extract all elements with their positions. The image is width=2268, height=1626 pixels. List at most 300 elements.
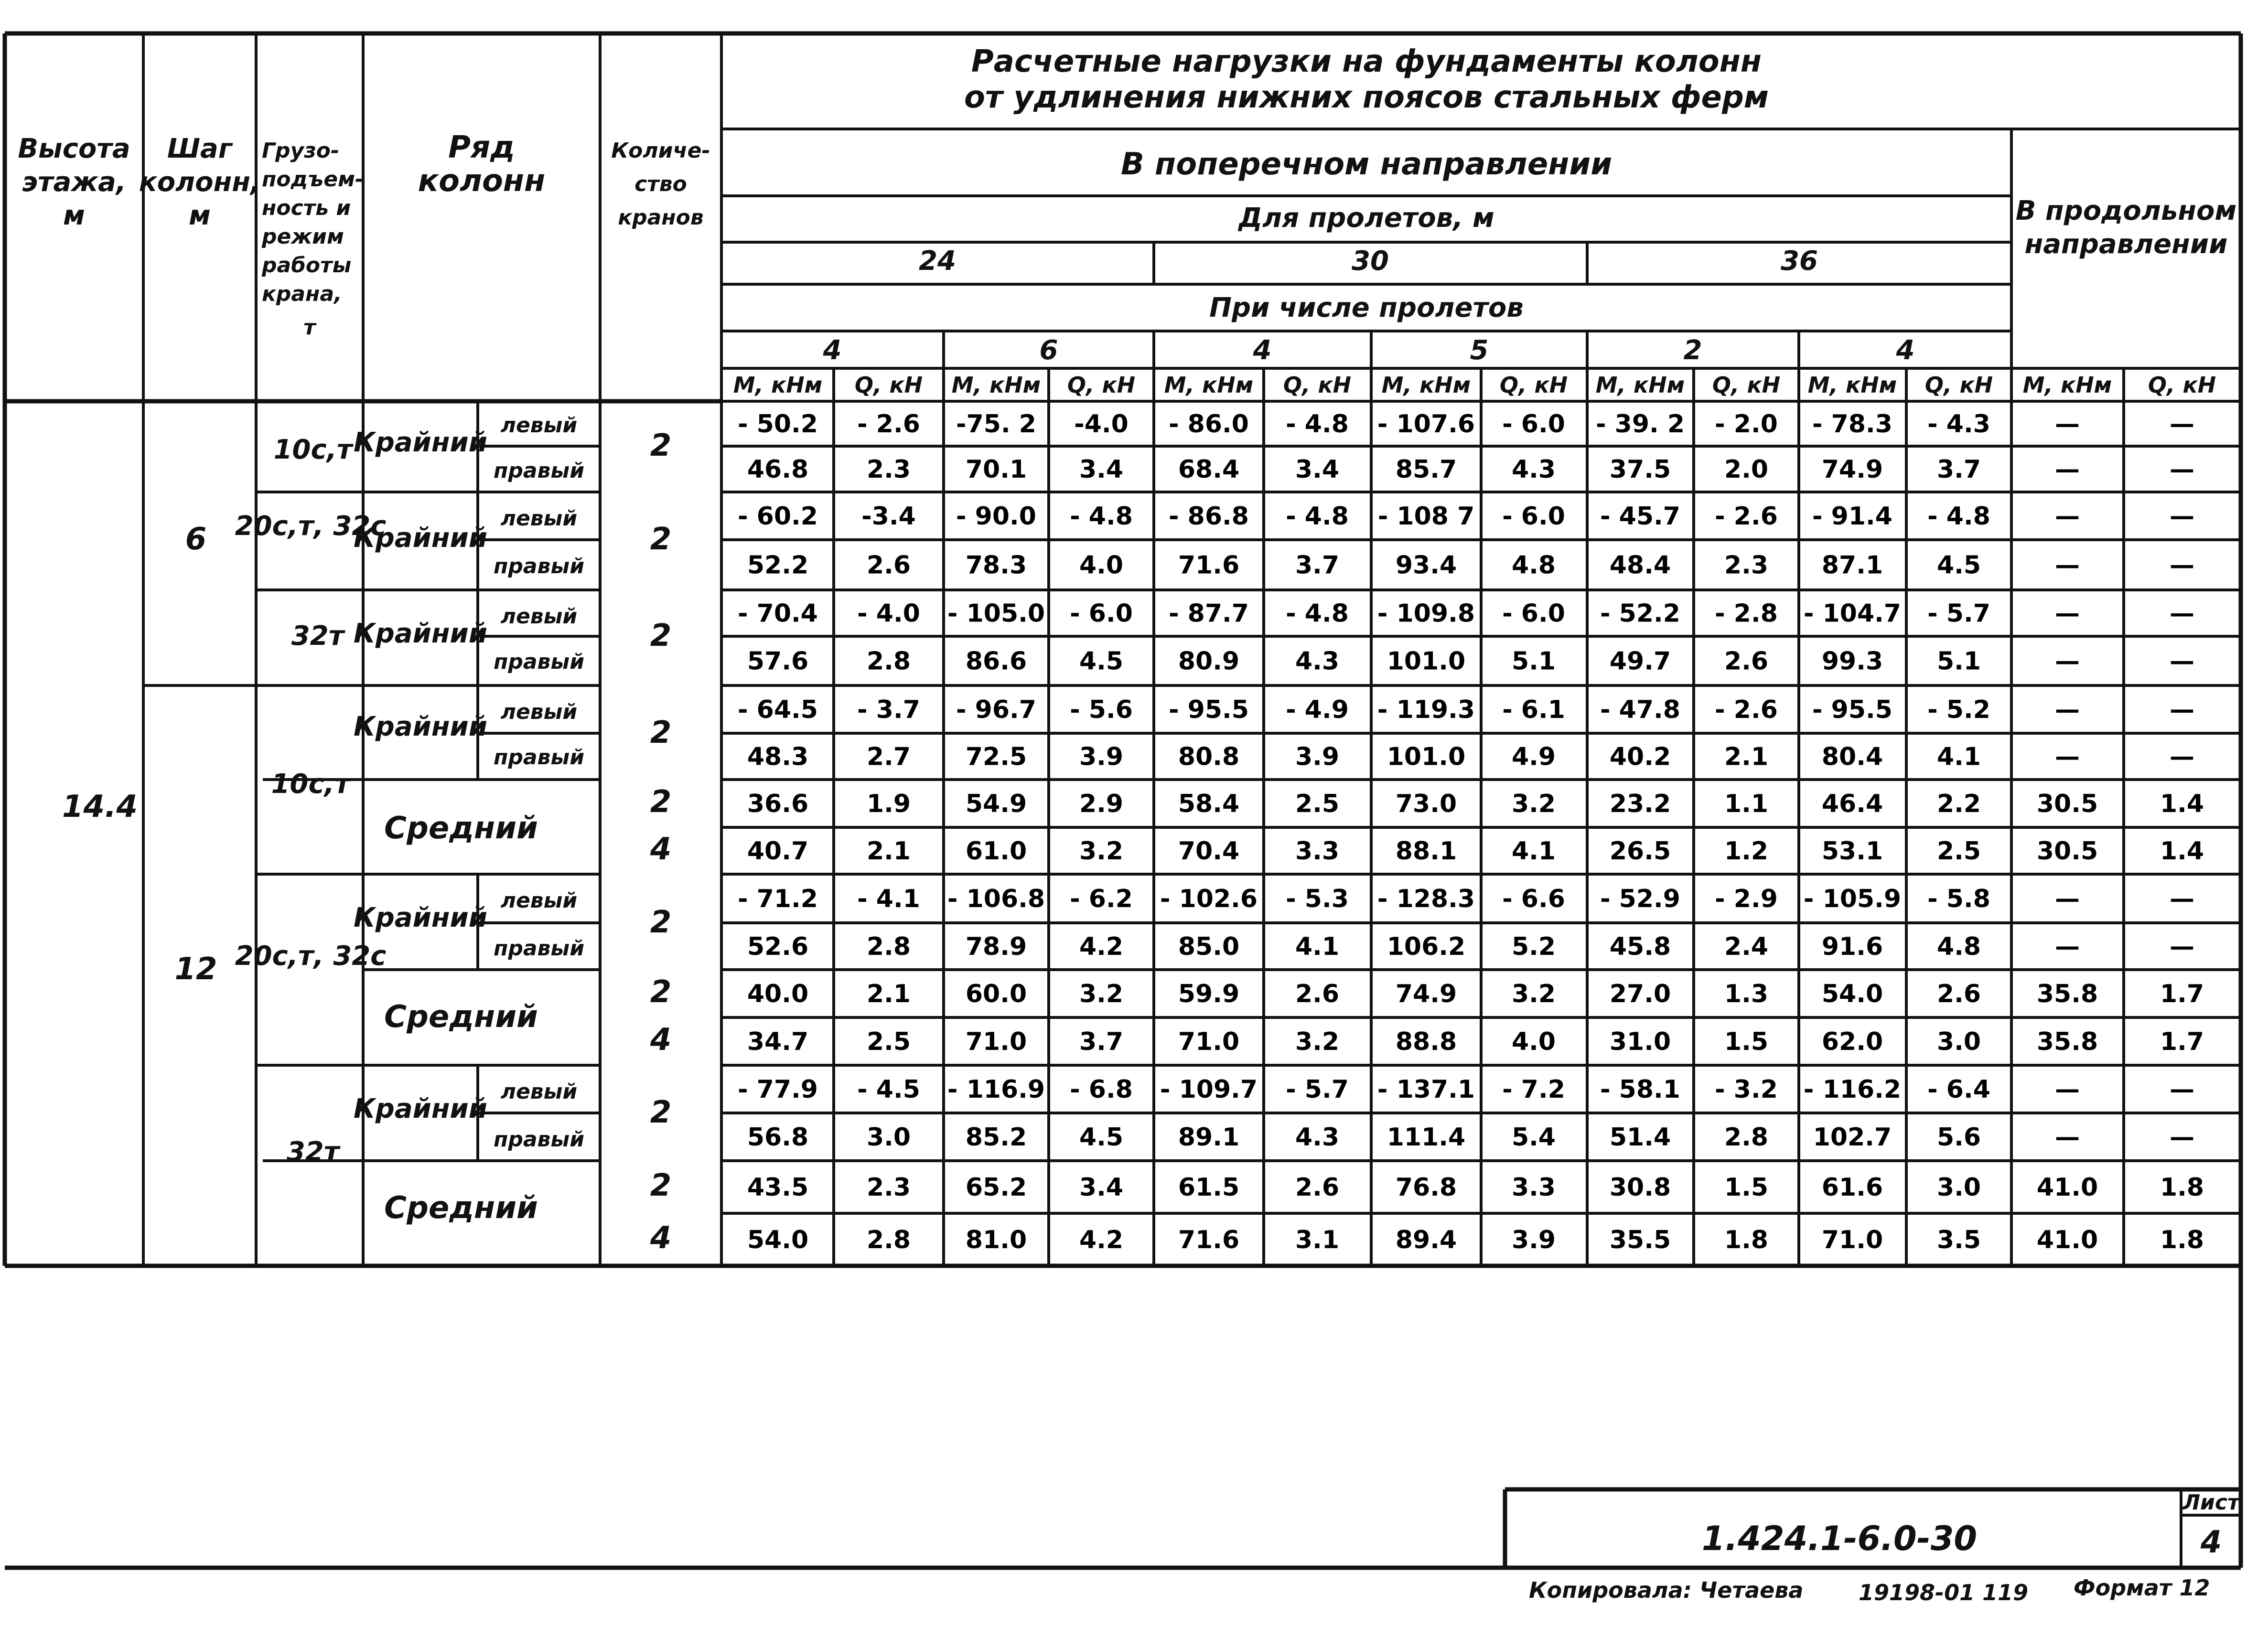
data-cell: - 2.8 <box>1715 599 1778 628</box>
header-column-step-line2: колонн, <box>139 167 261 198</box>
data-cell: 85.0 <box>1178 932 1240 961</box>
data-cell: - 95.5 <box>1169 695 1249 724</box>
data-cell: - 4.8 <box>1286 599 1349 628</box>
data-cell: - 5.3 <box>1286 885 1349 913</box>
crane-count-cell: 2 <box>650 715 672 750</box>
data-cell: 4.0 <box>1079 551 1124 580</box>
capacity-12-10ct: 10с,т <box>271 769 350 800</box>
header-crane-capacity-line1: Грузо- <box>262 139 340 163</box>
document-code: 1.424.1-6.0-30 <box>1701 1519 1978 1558</box>
data-cell: - 6.8 <box>1070 1075 1133 1104</box>
header-longitudinal-line2: направлении <box>2024 229 2228 260</box>
data-cell: - 58.1 <box>1600 1075 1680 1104</box>
span-count-cell: 6 <box>1039 335 1058 366</box>
data-cell: 40.2 <box>1609 742 1671 771</box>
data-cell: 70.4 <box>1178 837 1240 866</box>
header-crane-count-line3: кранов <box>618 205 704 230</box>
table-title-line2: от удлинения нижних поясов стальных ферм <box>964 80 1769 115</box>
unit-header-cell: М, кНм <box>1164 372 1254 398</box>
header-crane-count-line1: Количе- <box>611 139 710 163</box>
data-cell: 2.3 <box>866 455 911 484</box>
data-cell: - 78.3 <box>1812 410 1892 439</box>
data-cell: - 119.3 <box>1377 695 1475 724</box>
header-floor-height-line3: м <box>63 200 85 231</box>
data-cell: 35.8 <box>2036 980 2098 1008</box>
data-cell: - 95.5 <box>1812 695 1892 724</box>
header-floor-height <box>18 133 130 231</box>
data-cell: 4.5 <box>1079 647 1124 676</box>
data-cell: - 71.2 <box>738 885 818 913</box>
header-column-row-line1: Ряд <box>448 130 515 165</box>
data-cell: — <box>2055 742 2080 771</box>
capacity-12-32t: 32т <box>286 1136 340 1167</box>
data-cell: 3.4 <box>1295 455 1340 484</box>
data-cell: 78.3 <box>965 551 1027 580</box>
crane-count-cell: 4 <box>650 832 672 867</box>
side-left-label: левый <box>500 1080 578 1104</box>
sheet-label: Лист <box>2182 1490 2240 1515</box>
data-cell: - 104.7 <box>1803 599 1902 628</box>
data-cell: 61.5 <box>1178 1173 1240 1202</box>
data-cell: - 47.8 <box>1600 695 1680 724</box>
data-cell: 2.1 <box>866 980 911 1008</box>
row-edge-label: Крайний <box>353 711 488 742</box>
data-cell: 49.7 <box>1609 647 1671 676</box>
data-cell: - 5.8 <box>1927 885 1990 913</box>
data-cell: 5.6 <box>1936 1123 1981 1152</box>
data-cell: 41.0 <box>2036 1226 2098 1254</box>
data-cell: - 106.8 <box>947 885 1045 913</box>
data-cell: 3.0 <box>1936 1173 1981 1202</box>
data-cell: 1.9 <box>866 790 911 818</box>
data-cell: — <box>2170 455 2194 484</box>
crane-count-cell: 2 <box>650 618 672 653</box>
data-cell: - 4.9 <box>1286 695 1349 724</box>
header-crane-capacity-line5: работы <box>262 253 352 278</box>
data-cell: 1.8 <box>1724 1226 1769 1254</box>
data-cell: — <box>2055 647 2080 676</box>
data-cell: — <box>2055 1075 2080 1104</box>
header-crane-count <box>611 139 710 230</box>
sheet-number: 4 <box>2200 1525 2222 1560</box>
data-cell: 3.7 <box>1936 455 1981 484</box>
data-cell: 1.3 <box>1724 980 1769 1008</box>
data-cell: - 2.6 <box>1715 502 1778 531</box>
data-cell: — <box>2170 1075 2194 1104</box>
header-crane-capacity-line3: ность и <box>262 196 351 220</box>
data-cell: - 64.5 <box>738 695 818 724</box>
unit-header-cell: М, кНм <box>1381 372 1471 398</box>
unit-header-cell: Q, кН <box>854 372 923 398</box>
data-cell: - 3.7 <box>857 695 920 724</box>
data-cell: 48.3 <box>747 742 809 771</box>
data-cell: 3.9 <box>1511 1226 1556 1254</box>
data-cell: 1.5 <box>1724 1173 1769 1202</box>
data-cell: 1.5 <box>1724 1027 1769 1056</box>
row-edge-label: Крайний <box>353 427 488 458</box>
data-cell: - 6.6 <box>1502 885 1565 913</box>
data-cell: — <box>2055 1123 2080 1152</box>
data-cell: 52.2 <box>747 551 809 580</box>
data-cell: — <box>2170 551 2194 580</box>
data-cell: — <box>2055 932 2080 961</box>
data-cell: 26.5 <box>1609 837 1671 866</box>
data-cell: - 4.8 <box>1286 410 1349 439</box>
header-span-36: 36 <box>1781 246 1818 277</box>
data-cell: -3.4 <box>861 502 916 531</box>
data-cell: 88.1 <box>1395 837 1457 866</box>
data-cell: - 6.4 <box>1927 1075 1990 1104</box>
row-middle-label: Средний <box>384 811 538 846</box>
data-cell: — <box>2170 695 2194 724</box>
data-cells <box>738 410 2204 1254</box>
data-cell: 41.0 <box>2036 1173 2098 1202</box>
data-cell: 23.2 <box>1609 790 1671 818</box>
data-cell: 71.0 <box>1821 1226 1883 1254</box>
data-cell: 71.0 <box>965 1027 1027 1056</box>
data-cell: 1.7 <box>2160 980 2204 1008</box>
unit-header-cell: Q, кН <box>1067 372 1136 398</box>
data-cell: 3.5 <box>1936 1226 1981 1254</box>
data-cell: 89.4 <box>1395 1226 1457 1254</box>
data-cell: - 86.0 <box>1169 410 1249 439</box>
data-cell: — <box>2055 551 2080 580</box>
data-cell: - 4.5 <box>857 1075 920 1104</box>
data-cell: 2.5 <box>1295 790 1340 818</box>
data-cell: - 6.0 <box>1070 599 1133 628</box>
data-cell: 3.9 <box>1079 742 1124 771</box>
data-cell: 111.4 <box>1387 1123 1466 1152</box>
data-cell: 34.7 <box>747 1027 809 1056</box>
data-cell: 2.4 <box>1724 932 1769 961</box>
header-column-row-line2: колонн <box>418 163 546 199</box>
data-cell: 54.9 <box>965 790 1027 818</box>
data-cell: 2.1 <box>866 837 911 866</box>
data-cell: 56.8 <box>747 1123 809 1152</box>
data-cell: — <box>2170 932 2194 961</box>
data-cell: 62.0 <box>1821 1027 1883 1056</box>
data-cell: — <box>2055 599 2080 628</box>
data-cell: - 60.2 <box>738 502 818 531</box>
span-count-row <box>823 335 1915 366</box>
header-crane-capacity-line7: т <box>303 315 316 340</box>
data-cell: 4.8 <box>1511 551 1556 580</box>
data-cell: - 50.2 <box>738 410 818 439</box>
data-cell: -4.0 <box>1074 410 1129 439</box>
data-cell: 3.9 <box>1295 742 1340 771</box>
header-column-step-line1: Шаг <box>167 133 233 164</box>
data-cell: - 5.2 <box>1927 695 1990 724</box>
data-cell: 5.2 <box>1511 932 1556 961</box>
data-cell: - 5.6 <box>1070 695 1133 724</box>
units-row <box>733 372 2216 398</box>
side-right-label: правый <box>493 650 585 674</box>
data-cell: 3.2 <box>1511 790 1556 818</box>
data-cell: 4.8 <box>1936 932 1981 961</box>
data-cell: - 77.9 <box>738 1075 818 1104</box>
data-cell: 36.6 <box>747 790 809 818</box>
data-cell: 4.1 <box>1936 742 1981 771</box>
data-cell: 2.8 <box>866 932 911 961</box>
data-cell: 93.4 <box>1395 551 1457 580</box>
data-cell: - 5.7 <box>1927 599 1990 628</box>
floor-height-value: 14.4 <box>62 789 138 824</box>
data-cell: - 105.9 <box>1803 885 1902 913</box>
data-cell: 85.2 <box>965 1123 1027 1152</box>
data-cell: 35.5 <box>1609 1226 1671 1254</box>
data-cell: 4.3 <box>1511 455 1556 484</box>
data-cell: — <box>2170 599 2194 628</box>
data-cell: - 6.2 <box>1070 885 1133 913</box>
data-cell: 68.4 <box>1178 455 1240 484</box>
row-edge-label: Крайний <box>353 902 488 933</box>
data-cell: 31.0 <box>1609 1027 1671 1056</box>
side-left-label: левый <box>500 700 578 724</box>
header-column-step <box>139 133 261 231</box>
data-cell: 1.4 <box>2160 837 2204 866</box>
data-cell: 3.1 <box>1295 1226 1340 1254</box>
data-cell: 73.0 <box>1395 790 1457 818</box>
data-cell: — <box>2055 502 2080 531</box>
data-cell: 48.4 <box>1609 551 1671 580</box>
data-cell: 2.2 <box>1936 790 1981 818</box>
data-cell: 85.7 <box>1395 455 1457 484</box>
data-cell: 91.6 <box>1821 932 1883 961</box>
data-cell: - 70.4 <box>738 599 818 628</box>
data-cell: 80.4 <box>1821 742 1883 771</box>
data-cell: 61.6 <box>1821 1173 1883 1202</box>
data-cell: 2.9 <box>1079 790 1124 818</box>
data-cell: 2.3 <box>1724 551 1769 580</box>
data-cell: 3.2 <box>1295 1027 1340 1056</box>
side-left-label: левый <box>500 888 578 913</box>
data-cell: 101.0 <box>1387 647 1466 676</box>
side-left-label: левый <box>500 506 578 531</box>
data-cell: - 4.8 <box>1286 502 1349 531</box>
data-cell: - 137.1 <box>1377 1075 1475 1104</box>
capacity-6-20ct-32c: 20с,т, 32с <box>235 511 387 542</box>
span-count-cell: 5 <box>1470 335 1489 366</box>
header-span-count-label: При числе пролетов <box>1209 292 1524 323</box>
data-cell: 2.6 <box>1295 980 1340 1008</box>
data-cell: 60.0 <box>965 980 1027 1008</box>
data-cell: — <box>2170 502 2194 531</box>
data-cell: 54.0 <box>747 1226 809 1254</box>
data-cell: 4.5 <box>1936 551 1981 580</box>
data-cell: 106.2 <box>1387 932 1466 961</box>
header-floor-height-line1: Высота <box>18 133 130 164</box>
data-cell: 2.0 <box>1724 455 1769 484</box>
data-cell: - 39. 2 <box>1595 410 1685 439</box>
data-cell: 71.6 <box>1178 1226 1240 1254</box>
data-cell: - 4.3 <box>1927 410 1990 439</box>
data-cell: 3.4 <box>1079 455 1124 484</box>
data-cell: - 107.6 <box>1377 410 1475 439</box>
data-cell: 76.8 <box>1395 1173 1457 1202</box>
data-cell: 2.8 <box>866 647 911 676</box>
crane-count-cell: 2 <box>650 428 672 463</box>
data-cell: - 2.6 <box>857 410 920 439</box>
data-cell: 80.8 <box>1178 742 1240 771</box>
data-cell: - 6.0 <box>1502 502 1565 531</box>
title-block <box>5 1489 2241 1605</box>
data-cell: - 102.6 <box>1160 885 1258 913</box>
data-cell: 54.0 <box>1821 980 1883 1008</box>
data-cell: - 109.8 <box>1377 599 1475 628</box>
data-cell: 3.3 <box>1295 837 1340 866</box>
unit-header-cell: Q, кН <box>1283 372 1352 398</box>
row-edge-label: Крайний <box>353 523 488 554</box>
data-cell: 2.6 <box>1936 980 1981 1008</box>
header-span-30: 30 <box>1352 246 1389 277</box>
side-right-label: правый <box>493 554 585 578</box>
data-cell: - 4.0 <box>857 599 920 628</box>
crane-count-cell: 4 <box>650 1220 672 1256</box>
data-cell: - 2.0 <box>1715 410 1778 439</box>
data-cell: 46.8 <box>747 455 809 484</box>
copied-by: Копировала: Четаева <box>1529 1577 1804 1603</box>
crane-count-column <box>650 428 672 1256</box>
data-cell: 2.7 <box>866 742 911 771</box>
data-cell: 51.4 <box>1609 1123 1671 1152</box>
unit-header-cell: Q, кН <box>1712 372 1781 398</box>
data-cell: — <box>2170 1123 2194 1152</box>
data-cell: 1.2 <box>1724 837 1769 866</box>
data-cell: 57.6 <box>747 647 809 676</box>
row-edge-label: Крайний <box>353 1093 488 1124</box>
data-cell: 89.1 <box>1178 1123 1240 1152</box>
data-cell: 3.2 <box>1511 980 1556 1008</box>
unit-header-cell: Q, кН <box>1499 372 1568 398</box>
data-cell: - 5.7 <box>1286 1075 1349 1104</box>
order-number: 19198-01 119 <box>1859 1580 2029 1605</box>
data-cell: - 96.7 <box>956 695 1036 724</box>
data-cell: 1.4 <box>2160 790 2204 818</box>
capacity-12-20ct-32c: 20с,т, 32с <box>235 941 387 972</box>
header-crane-capacity-line4: режим <box>262 225 344 249</box>
header-column-row <box>418 130 546 199</box>
data-cell: - 6.1 <box>1502 695 1565 724</box>
data-cell: - 128.3 <box>1377 885 1475 913</box>
data-cell: 101.0 <box>1387 742 1466 771</box>
header-crane-capacity-line2: подъем- <box>262 167 364 192</box>
data-cell: 4.3 <box>1295 647 1340 676</box>
data-cell: - 105.0 <box>947 599 1045 628</box>
data-cell: - 52.9 <box>1600 885 1680 913</box>
side-left-label: левый <box>500 604 578 629</box>
data-cell: - 91.4 <box>1812 502 1892 531</box>
data-cell: - 2.6 <box>1715 695 1778 724</box>
data-cell: 81.0 <box>965 1226 1027 1254</box>
data-cell: - 4.8 <box>1927 502 1990 531</box>
data-cell: — <box>2055 455 2080 484</box>
data-cell: - 52.2 <box>1600 599 1680 628</box>
data-cell: 70.1 <box>965 455 1027 484</box>
side-right-label: правый <box>493 459 585 483</box>
data-cell: - 7.2 <box>1502 1075 1565 1104</box>
header-column-step-line3: м <box>189 200 211 231</box>
data-cell: 74.9 <box>1395 980 1457 1008</box>
data-cell: 1.8 <box>2160 1173 2204 1202</box>
data-cell: 2.5 <box>866 1027 911 1056</box>
data-cell: 80.9 <box>1178 647 1240 676</box>
data-cell: 52.6 <box>747 932 809 961</box>
data-cell: 4.0 <box>1511 1027 1556 1056</box>
data-cell: 30.5 <box>2036 790 2098 818</box>
data-cell: 58.4 <box>1178 790 1240 818</box>
header-transverse: В поперечном направлении <box>1120 147 1612 182</box>
data-cell: 4.1 <box>1295 932 1340 961</box>
capacity-6-32t: 32т <box>291 620 344 652</box>
data-cell: 46.4 <box>1821 790 1883 818</box>
unit-header-cell: М, кНм <box>2022 372 2112 398</box>
data-cell: - 116.9 <box>947 1075 1045 1104</box>
table-title-line1: Расчетные нагрузки на фундаменты колонн <box>971 44 1762 79</box>
header-crane-capacity-line6: крана, <box>262 282 342 306</box>
data-cell: 35.8 <box>2036 1027 2098 1056</box>
data-cell: 78.9 <box>965 932 1027 961</box>
data-cell: 4.9 <box>1511 742 1556 771</box>
row-middle-label: Средний <box>384 999 538 1035</box>
data-cell: 1.7 <box>2160 1027 2204 1056</box>
crane-count-cell: 4 <box>650 1022 672 1058</box>
data-cell: - 2.9 <box>1715 885 1778 913</box>
data-cell: — <box>2055 695 2080 724</box>
column-step-6: 6 <box>185 522 207 557</box>
data-cell: 53.1 <box>1821 837 1883 866</box>
data-cell: 1.8 <box>2160 1226 2204 1254</box>
side-right-label: правый <box>493 1127 585 1152</box>
unit-header-cell: М, кНм <box>733 372 823 398</box>
data-cell: 3.0 <box>866 1123 911 1152</box>
data-cell: 61.0 <box>965 837 1027 866</box>
data-cell: 71.0 <box>1178 1027 1240 1056</box>
unit-header-cell: М, кНм <box>951 372 1041 398</box>
data-cell: 3.7 <box>1295 551 1340 580</box>
data-cell: 72.5 <box>965 742 1027 771</box>
crane-count-cell: 2 <box>650 784 672 820</box>
data-cell: - 6.0 <box>1502 599 1565 628</box>
data-cell: 4.5 <box>1079 1123 1124 1152</box>
data-cell: 40.0 <box>747 980 809 1008</box>
data-cell: - 108 7 <box>1377 502 1475 531</box>
data-cell: 3.4 <box>1079 1173 1124 1202</box>
data-cell: — <box>2055 885 2080 913</box>
data-cell: 2.6 <box>1295 1173 1340 1202</box>
data-cell: — <box>2170 410 2194 439</box>
data-cell: 3.0 <box>1936 1027 1981 1056</box>
data-cell: 4.2 <box>1079 1226 1124 1254</box>
data-cell: 88.8 <box>1395 1027 1457 1056</box>
data-cell: — <box>2170 742 2194 771</box>
data-cell: 2.8 <box>866 1226 911 1254</box>
data-cell: 2.3 <box>866 1173 911 1202</box>
data-cell: - 109.7 <box>1160 1075 1258 1104</box>
data-cell: 30.5 <box>2036 837 2098 866</box>
data-cell: 2.1 <box>1724 742 1769 771</box>
data-cell: 40.7 <box>747 837 809 866</box>
data-cell: 37.5 <box>1609 455 1671 484</box>
data-cell: 3.3 <box>1511 1173 1556 1202</box>
data-cell: - 4.1 <box>857 885 920 913</box>
data-cell: 5.1 <box>1511 647 1556 676</box>
data-cell: 1.1 <box>1724 790 1769 818</box>
data-cell: - 116.2 <box>1803 1075 1902 1104</box>
span-count-cell: 4 <box>1253 335 1272 366</box>
span-count-cell: 4 <box>1896 335 1915 366</box>
data-cell: - 4.8 <box>1070 502 1133 531</box>
data-cell: 5.1 <box>1936 647 1981 676</box>
